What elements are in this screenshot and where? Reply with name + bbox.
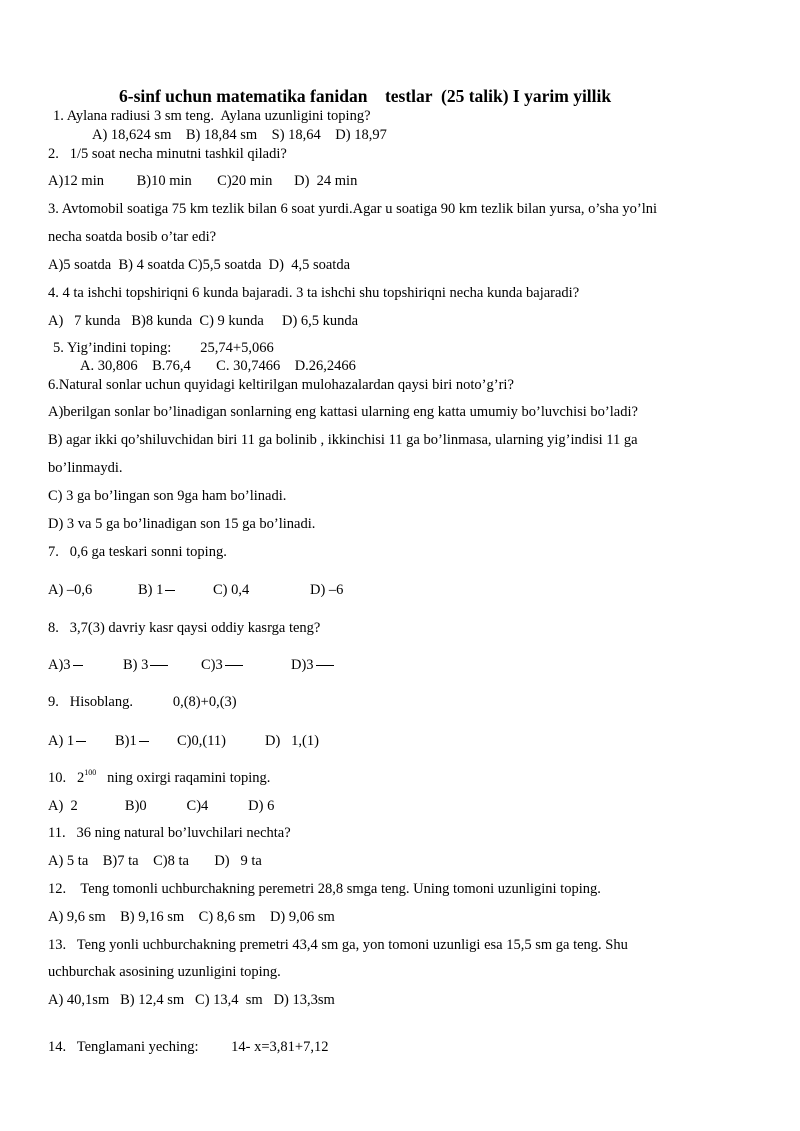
q8-option-a: A)3 — [48, 656, 83, 674]
question-4-options: A) 7 kunda B)8 kunda C) 9 kunda D) 6,5 kunda — [48, 313, 359, 329]
q8-option-b: B) 3 — [123, 656, 168, 674]
question-6-option-b: B) agar ikki qo’shiluvchidan biri 11 ga bolinib , ikkinchisi 11 ga bo’linmasa, ularning yig’indisi 11 ga — [48, 432, 638, 448]
question-6-option-a: A)berilgan sonlar bo’linadigan sonlarning eng kattasi ularning eng katta umumiy bo’luvchisi bo’ladi? — [48, 404, 638, 420]
q9-option-d: D) 1,(1) — [265, 733, 319, 749]
fraction-bar — [76, 741, 86, 742]
q9-option-c: C)0,(11) — [177, 733, 226, 749]
fraction-bar — [316, 665, 334, 666]
q8-option-c: C)3 — [201, 656, 243, 674]
question-6-option-c: C) 3 ga bo’lingan son 9ga ham bo’linadi. — [48, 488, 287, 504]
page-title: 6-sinf uchun matematika fanidan testlar (25 talik) I yarim yillik — [119, 86, 612, 106]
question-6-option-d: D) 3 va 5 ga bo’linadigan son 15 ga bo’linadi. — [48, 516, 316, 532]
question-5: 5. Yig’indini toping: 25,74+5,066 — [53, 340, 274, 356]
question-12-options: A) 9,6 sm B) 9,16 sm C) 8,6 sm D) 9,06 sm — [48, 909, 335, 925]
question-10: 10. $2^{100}$ ning oxirgi raqamini toping. — [48, 768, 271, 786]
question-2-options: A)12 min B)10 min C)20 min D) 24 min — [48, 173, 358, 189]
fraction-bar — [225, 665, 243, 666]
q7-option-a: A) –0,6 — [48, 582, 93, 598]
question-7: 7. 0,6 ga teskari sonni toping. — [48, 544, 227, 560]
fraction-bar — [150, 665, 168, 666]
question-11-options: A) 5 ta B)7 ta C)8 ta D) 9 ta — [48, 853, 262, 869]
question-11: 11. 36 ning natural bo’luvchilari nechta? — [48, 825, 291, 841]
q7-option-c: C) 0,4 — [213, 582, 250, 598]
question-5-options: A. 30,806 B.76,4 C. 30,7466 D.26,2466 — [80, 358, 356, 374]
question-10-options: A) 2 B)0 C)4 D) 6 — [48, 798, 275, 814]
question-2: 2. 1/5 soat necha minutni tashkil qiladi? — [48, 146, 287, 162]
question-1-options: A) 18,624 sm B) 18,84 sm S) 18,64 D) 18,97 — [92, 127, 387, 143]
q8-option-d: D)3 — [291, 656, 334, 674]
question-6: 6.Natural sonlar uchun quyidagi keltirilgan mulohazalardan qaysi biri noto’g’ri? — [48, 377, 514, 393]
question-13-options: A) 40,1sm B) 12,4 sm C) 13,4 sm D) 13,3sm — [48, 992, 335, 1008]
question-6-option-b-cont: bo’linmaydi. — [48, 460, 123, 476]
question-13: 13. Teng yonli uchburchakning premetri 43,4 sm ga, yon tomoni uzunligi esa 15,5 sm ga teng. Shu — [48, 937, 628, 953]
question-13-cont: uchburchak asosining uzunligini toping. — [48, 964, 281, 980]
question-3: 3. Avtomobil soatiga 75 km tezlik bilan 6 soat yurdi.Agar u soatiga 90 km tezlik bilan yursa, o’sha yo’lni — [48, 201, 658, 217]
question-14: 14. Tenglamani yeching: 14- x=3,81+7,12 — [48, 1039, 329, 1055]
question-9: 9. Hisoblang. 0,(8)+0,(3) — [48, 694, 237, 710]
question-3-options: A)5 soatda B) 4 soatda C)5,5 soatda D) 4,5 soatda — [48, 257, 351, 273]
q7-option-b: B) 1 — [138, 581, 175, 599]
question-4: 4. 4 ta ishchi topshiriqni 6 kunda bajaradi. 3 ta ishchi shu topshiriqni necha kunda bajaradi? — [48, 285, 580, 301]
question-1: 1. Aylana radiusi 3 sm teng. Aylana uzunligini toping? — [53, 108, 371, 124]
fraction-bar — [73, 665, 83, 666]
q9-option-a: A) 1 — [48, 732, 86, 750]
fraction-bar — [165, 590, 175, 591]
question-3-cont: necha soatda bosib o’tar edi? — [48, 229, 217, 245]
q7-option-d: D) –6 — [310, 582, 344, 598]
q9-option-b: B)1 — [115, 732, 149, 750]
fraction-bar — [139, 741, 149, 742]
exponent: 100 — [84, 768, 97, 777]
question-8: 8. 3,7(3) davriy kasr qaysi oddiy kasrga teng? — [48, 620, 321, 636]
question-12: 12. Teng tomonli uchburchakning peremetri 28,8 smga teng. Uning tomoni uzunligini toping. — [48, 881, 601, 897]
